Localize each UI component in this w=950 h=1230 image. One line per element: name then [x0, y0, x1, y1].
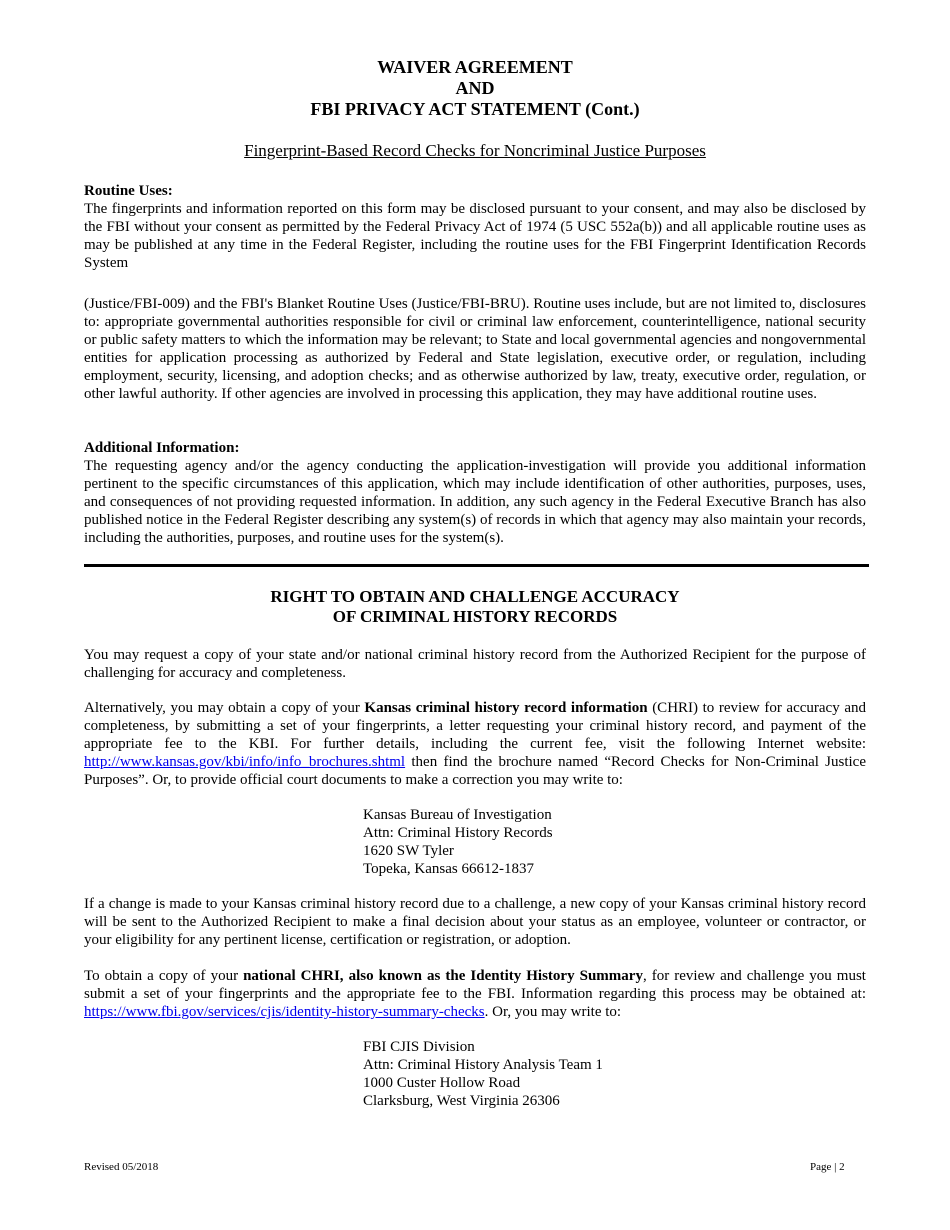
title-line-3: FBI PRIVACY ACT STATEMENT (Cont.)	[310, 99, 640, 119]
fbi-address-line-3: 1000 Custer Hollow Road	[363, 1075, 521, 1091]
title-line-1: WAIVER AGREEMENT	[377, 57, 573, 77]
kbi-address-line-1: Kansas Bureau of Investigation	[363, 807, 552, 823]
para4-mid: , for review and challenge you must submit a set of your fingerprints and the appropriate fee to the FBI. Information regarding this process may be obtained at:	[84, 968, 866, 1002]
kbi-address-line-3: 1620 SW Tyler	[363, 843, 454, 859]
additional-info-heading: Additional Information:	[84, 440, 240, 456]
para4-post: . Or, you may write to:	[484, 1004, 622, 1020]
subtitle-text: Fingerprint-Based Record Checks for Noncriminal Justice Purposes	[244, 141, 706, 160]
routine-uses-paragraph-2: (Justice/FBI-009) and the FBI's Blanket Routine Uses (Justice/FBI-BRU). Routine uses include, but are not limited to, disclosures to: appropriate governmental authorities responsible for civil or criminal law enforcement, counterintelligence, national security or public safety matters to which the information may be relevant; to State and local governmental agencies and nongovernmental entities for application processing as authorized by Federal and State legislation, executive order, or regulation, including employment, security, licensing, and adoption checks; and as otherwise authorized by law, treaty, executive order, regulation, or other lawful authority. If other agencies are involved in processing this application, they may have additional routine uses.	[84, 296, 866, 402]
document-subtitle	[84, 142, 866, 160]
footer-revised: Revised 05/2018	[84, 1161, 159, 1173]
para2-post: then find the brochure named “Record Checks for Non-Criminal Justice Purposes”. Or, to provide official court documents to make a correction you may write to:	[84, 754, 866, 788]
section-divider	[84, 564, 869, 567]
right-paragraph-1: You may request a copy of your state and/or national criminal history record from the Authorized Recipient for the purpose of challenging for accuracy and completeness.	[84, 647, 866, 681]
fbi-address-line-4: Clarksburg, West Virginia 26306	[363, 1093, 560, 1109]
kbi-address-line-4: Topeka, Kansas 66612-1837	[363, 861, 534, 877]
right-title-line-1: RIGHT TO OBTAIN AND CHALLENGE ACCURACY	[270, 587, 680, 606]
right-to-challenge-title	[84, 587, 866, 627]
kbi-address-line-2: Attn: Criminal History Records	[363, 825, 553, 841]
kansas-chri-bold: Kansas criminal history record information	[364, 700, 648, 716]
national-chri-bold: national CHRI, also known as the Identity History Summary	[243, 968, 643, 984]
routine-uses-section	[84, 182, 866, 272]
fbi-address	[363, 1038, 683, 1110]
document-title	[84, 57, 866, 120]
fbi-address-line-2: Attn: Criminal History Analysis Team 1	[363, 1057, 603, 1073]
routine-uses-heading: Routine Uses:	[84, 183, 173, 199]
routine-uses-paragraph-1: The fingerprints and information reported on this form may be disclosed pursuant to your consent, and may also be disclosed by the FBI without your consent as permitted by the Federal Privacy Act of 1974 (5 USC 552a(b)) and all applicable routine uses as may be published at any time in the Federal Register, including the routine uses for the FBI Fingerprint Identification Records System	[84, 201, 866, 271]
para2-pre: Alternatively, you may obtain a copy of your	[84, 700, 365, 716]
right-title-line-2: OF CRIMINAL HISTORY RECORDS	[332, 607, 618, 626]
right-paragraph-4	[84, 967, 866, 1021]
footer-page-number: Page | 2	[810, 1161, 845, 1173]
right-paragraph-2	[84, 699, 866, 789]
fbi-identity-history-link[interactable]: https://www.fbi.gov/services/cjis/identity-history-summary-checks	[84, 1004, 485, 1020]
additional-info-paragraph: The requesting agency and/or the agency conducting the application-investigation will provide you additional information pertinent to the specific circumstances of this application, which may include identification of other authorities, purposes, uses, and consequences of not providing requested information. In addition, any such agency in the Federal Executive Branch has also published notice in the Federal Register describing any system(s) of records in which that agency may also maintain your records, including the authorities, purposes, and routine uses for the system(s).	[84, 458, 866, 546]
additional-info-section	[84, 439, 866, 547]
right-paragraph-3: If a change is made to your Kansas criminal history record due to a challenge, a new copy of your Kansas criminal history record will be sent to the Authorized Recipient to make a final decision about your status as an employee, volunteer or contractor, or your eligibility for any pertinent license, certification or registration, or adoption.	[84, 896, 866, 948]
title-line-2: AND	[455, 78, 495, 98]
kbi-brochures-link[interactable]: http://www.kansas.gov/kbi/info/info_brochures.shtml	[84, 754, 406, 770]
fbi-address-line-1: FBI CJIS Division	[363, 1039, 475, 1055]
para4-pre: To obtain a copy of your	[84, 968, 244, 984]
para2-mid: (CHRI) to review for accuracy and completeness, by submitting a set of your fingerprints, a letter requesting your criminal history record, and payment of the appropriate fee to the KBI. For further details, including the current fee, visit the following Internet website:	[84, 700, 866, 752]
kbi-address	[363, 806, 683, 878]
